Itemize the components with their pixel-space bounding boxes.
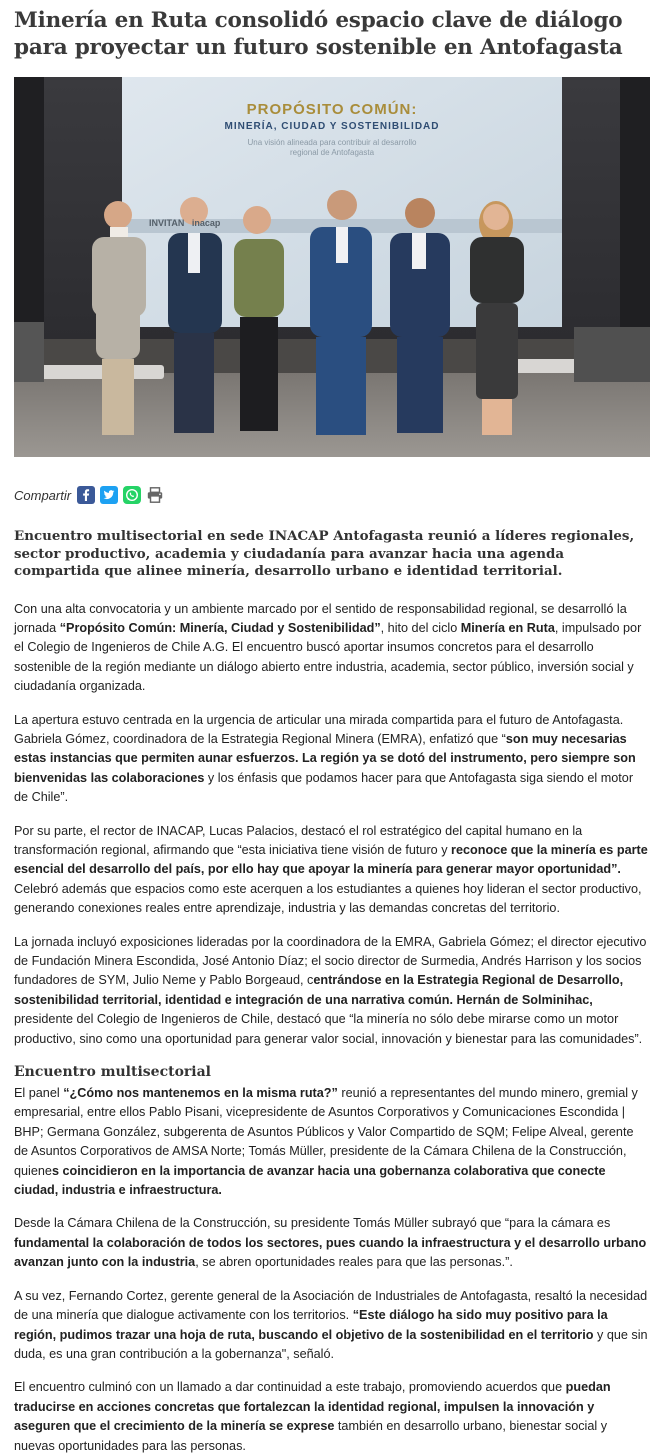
paragraph-2: La apertura estuvo centrada en la urgencia de articular una mirada compartida para el futuro de Antofagasta. Gabriela Gómez, coordinadora de la Estrategia Regional Minera (EMRA), enfatizó que “son muy necesarias estas instancias que permiten aunar esfuerzos. La región ya se dotó del instrumento, pero siempre son bienvenidas las colaboraciones y los énfasis que podamos hacer para que Antofagasta siga siendo el motor de Chile”. bbox=[14, 712, 636, 805]
article-lead: Encuentro multisectorial en sede INACAP Antofagasta reunió a líderes regionales, sector productivo, academia y ciudadanía para avanzar hacia una agenda compartida que alinee minería, desarrollo urbano e identidad territorial. bbox=[14, 528, 635, 579]
article-photo[interactable] bbox=[14, 77, 650, 457]
slide-caption-line-2: regional de Antofagasta bbox=[289, 148, 375, 157]
slide-subtitle: MINERÍA, CIUDAD Y SOSTENIBILIDAD bbox=[224, 121, 440, 132]
paragraph-4: La jornada incluyó exposiciones lideradas por la coordinadora de la EMRA, Gabriela Gómez; el director ejecutivo de Fundación Minera Escondida, José Antonio Díaz; el socio director de Surmedia, Andrés Harrison y los socios fundadores de SYM, Julio Neme y Pablo Borgeaud, centrándose en la Estrategia Regional de Desarrollo, sostenibilidad territorial, identidad e integración de una narrativa común. Hernán de Solminihac, presidente del Colegio de Ingenieros de Chile, destacó que “la minería no sólo debe mirarse como un motor productivo, sino como una oportunidad para generar valor social, innovación y bienestar para las comunidades”. bbox=[14, 934, 647, 1046]
facebook-icon[interactable] bbox=[77, 486, 95, 504]
paragraph-6: Desde la Cámara Chilena de la Construcción, su presidente Tomás Müller subrayó que “para la cámara es fundamental la colaboración de todos los sectores, pues cuando la infraestructura y el desarrollo urbano avanzan junto con la industria, se abren oportunidades reales para que las personas.”. bbox=[14, 1216, 647, 1270]
slide-caption-line-1: Una visión alineada para contribuir al desarrollo bbox=[247, 138, 417, 147]
whatsapp-icon[interactable] bbox=[123, 486, 141, 504]
paragraph-7: A su vez, Fernando Cortez, gerente general de la Asociación de Industriales de Antofagasta, resaltó la necesidad de una minería que dialogue activamente con los territorios. “Este diálogo ha sido muy positivo para la región, pudimos trazar una hoja de ruta, buscando el objetivo de la sostenibilidad en el territorio y que sin duda, es una gran contribución a la gobernanza", señaló. bbox=[14, 1288, 648, 1361]
slide-sponsor: INVITAN inacap bbox=[149, 218, 221, 228]
paragraph-5: El panel “¿Cómo nos mantenemos en la misma ruta?” reunió a representantes del mundo minero, gremial y empresarial, entre ellos Pablo Pisani, vicepresidente de Asuntos Corporativos y Comunicaciones Escondida | BHP; Germana González, subgerenta de Asuntos Públicos y Valor Compartido de SQM; Felipe Alveal, gerente de Asuntos Corporativos de AMSA Norte; Tomás Müller, presidente de la Cámara Chilena de la Construcción, quienes coincidieron en la importancia de avanzar hacia una gobernanza colaborativa que conecte ciudad, industria e infraestructura. bbox=[14, 1086, 638, 1198]
paragraph-1: Con una alta convocatoria y un ambiente marcado por el sentido de responsabilidad regional, se desarrolló la jornada “Propósito Común: Minería, Ciudad y Sostenibilidad”, hito del ciclo Minería en Ruta, impulsado por el Colegio de Ingenieros de Chile A.G. El encuentro buscó aportar insumos concretos para el desarrollo sostenible de la región mediante un diálogo abierto entre industria, academia, sector público, inversión social y ciudadanía organizada. bbox=[14, 601, 642, 694]
slide-title: PROPÓSITO COMÚN: bbox=[246, 101, 418, 118]
print-icon[interactable] bbox=[146, 486, 164, 504]
event-photo-illustration bbox=[14, 77, 650, 457]
section-heading: Encuentro multisectorial bbox=[14, 1064, 211, 1081]
share-label: Compartir bbox=[14, 487, 72, 503]
article-title: Minería en Ruta consolidó espacio clave de diálogo para proyectar un futuro sostenible en Antofagasta bbox=[14, 8, 623, 60]
paragraph-8: El encuentro culminó con un llamado a dar continuidad a este trabajo, promoviendo acuerdos que puedan traducirse en acciones concretas que fortalezcan la identidad regional, impulsen la innovación y aseguren que el crecimiento de la minería se exprese también en desarrollo urbano, bienestar social y nuevas oportunidades para las personas. bbox=[14, 1380, 611, 1453]
share-bar bbox=[14, 484, 649, 506]
twitter-icon[interactable] bbox=[100, 486, 118, 504]
paragraph-3: Por su parte, el rector de INACAP, Lucas Palacios, destacó el rol estratégico del capital humano en la transformación regional, afirmando que “esta iniciativa tiene visión de futuro y reconoce que la minería es parte esencial del desarrollo del país, por ello hay que apoyar la minería para generar mayor oportunidad”. Celebró además que espacios como este acerquen a los estudiantes a quienes hoy lideran el sector productivo, generando conexiones reales entre aprendizaje, industria y las demandas concretas del territorio. bbox=[14, 823, 648, 916]
